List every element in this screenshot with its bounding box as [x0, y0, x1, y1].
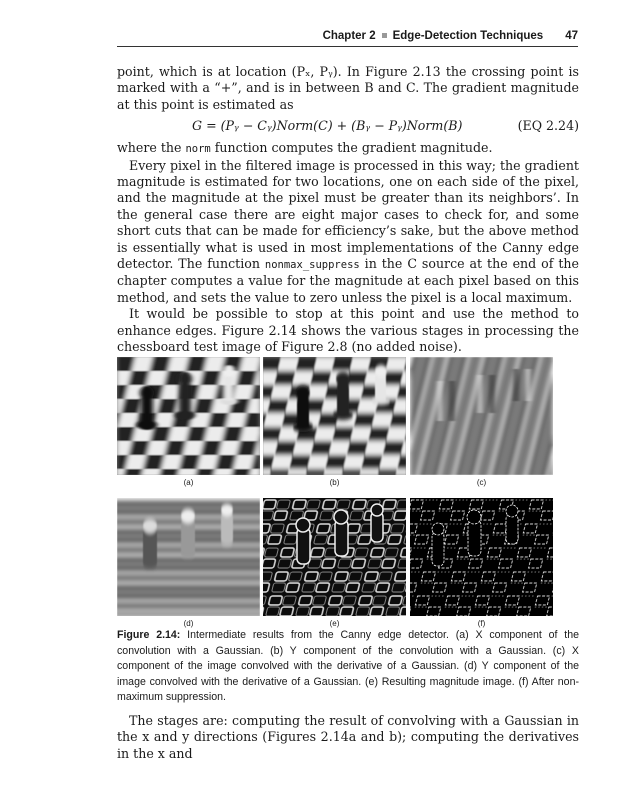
chapter-label: Chapter 2: [322, 30, 376, 42]
panel-e-label: (e): [329, 619, 340, 628]
code-nonmax-suppress: nonmax_suppress: [264, 259, 360, 272]
code-norm: norm: [185, 143, 211, 156]
body-text: [117, 64, 579, 356]
panel-f-label: (f): [477, 619, 486, 628]
body-text-continued: [117, 713, 579, 762]
panel-b-image: [263, 357, 406, 475]
paragraph-1: point, which is at location (Pₓ, Pᵧ). In Figure 2.13 the crossing point is marked with a “+”, and is in between B and C. The gradient magnitude at this point is estimated as: [117, 64, 579, 112]
para2-text-a: where the: [117, 140, 186, 156]
figure-caption: [117, 628, 579, 706]
paragraph-4: It would be possible to stop at this point and use the method to enhance edges. Figure 2.14 shows the various stages in processing the chessboard test image of Figure 2.8 (no added noise).: [117, 306, 579, 355]
equation-formula: G = (Pᵧ − Cᵧ)Norm(C) + (Bᵧ − Pᵧ)Norm(B): [192, 118, 463, 134]
running-header: [117, 30, 578, 46]
panel-a-image: [117, 357, 260, 475]
page-number: 47: [565, 30, 578, 42]
caption-label: Figure 2.14:: [117, 629, 181, 641]
header-rule: [117, 46, 578, 47]
separator-square-icon: [382, 33, 387, 38]
equation-number: (EQ 2.24): [517, 118, 579, 134]
panel-c-label: (c): [476, 478, 487, 487]
panel-f-image: [410, 498, 553, 616]
paragraph-3: [117, 158, 579, 307]
paragraph-2: [117, 140, 579, 157]
panel-a-label: (a): [183, 478, 194, 487]
chapter-title: Edge-Detection Techniques: [392, 30, 544, 42]
para3-text-b: in the C source at the end of the chapter computes a value for the magnitude at each pixel based on this method, and sets the value to zero unless the pixel is a local maximum.: [117, 256, 579, 305]
panel-d-label: (d): [183, 619, 194, 628]
para3-text-a: Every pixel in the filtered image is processed in this way; the gradient magnitude is estimated for two locations, one on each side of the pixel, and the magnitude at the pixel must be greater than its neighbors’. In the general case there are eight major cases to check for, and some short cuts that can be made for efficiency’s sake, but the above method is essentially what is used in most implementations of the Canny edge detector. The function: [117, 157, 579, 272]
para2-text-b: function computes the gradient magnitude.: [210, 140, 493, 156]
paragraph-5: The stages are: computing the result of convolving with a Gaussian in the x and y directions (Figures 2.14a and b); computing the derivatives in the x and: [117, 713, 579, 761]
caption-text: Intermediate results from the Canny edge detector. (a) X component of the convolution with a Gaussian. (b) Y component of the convolution with a Gaussian. (c) X component of the image convolved with the derivative of a Gaussian. (d) Y component of the image convolved with the derivative of a Gaussian. (e) Resulting magnitude image. (f) After non-maximum suppression.: [117, 629, 579, 704]
panel-c-image: [410, 357, 553, 475]
equation: [117, 116, 579, 136]
panel-b-label: (b): [329, 478, 340, 487]
figure-2-14: [117, 357, 579, 628]
panel-d-image: [117, 498, 260, 616]
panel-e-image: [263, 498, 406, 616]
